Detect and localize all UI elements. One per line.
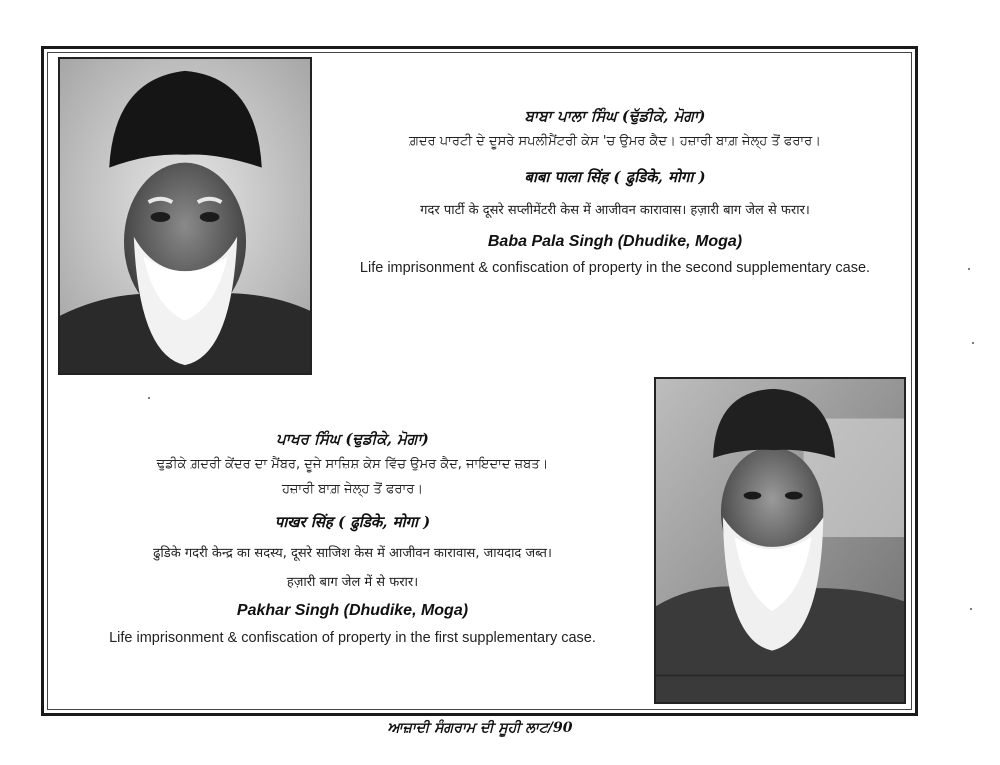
hindi-name-pala-singh: बाबा पाला सिंह ( ढुडिके, मोगा ) bbox=[524, 168, 706, 186]
punjabi-name-pala-singh: ਬਾਬਾ ਪਾਲਾ ਸਿੰਘ (ਢੁੱਡੀਕੇ, ਮੋਗਾ) bbox=[524, 107, 706, 125]
record-pala-singh bbox=[320, 104, 910, 280]
scan-speck bbox=[968, 268, 970, 270]
scan-speck bbox=[970, 608, 972, 610]
punjabi-description-line-2: ਹਜ਼ਾਰੀ ਬਾਗ਼ ਜੇਲ੍ਹ ਤੋਂ ਫਰਾਰ। bbox=[281, 482, 424, 497]
english-description-pala-singh: Life imprisonment & confiscation of property in the second supplementary case. bbox=[359, 260, 871, 276]
portrait-photo-pala-singh bbox=[58, 57, 312, 375]
portrait-image-2 bbox=[656, 379, 904, 702]
punjabi-name-pakhar-singh: ਪਾਖਰ ਸਿੰਘ (ਢੁਡੀਕੇ, ਮੋਗਾ) bbox=[276, 430, 429, 448]
portrait-image-1 bbox=[60, 59, 310, 373]
hindi-description-line-1: ढुडिके गदरी केन्द्र का सदस्य, दूसरे साजिश केस में आजीवन कारावास, जायदाद जब्त। bbox=[153, 546, 552, 561]
punjabi-description-pala-singh: ਗ਼ਦਰ ਪਾਰਟੀ ਦੇ ਦੂਸਰੇ ਸਪਲੀਮੈਂਟਰੀ ਕੇਸ 'ਚ ਉਮਰ ਕੈਦ। ਹਜ਼ਾਰੀ ਬਾਗ਼ ਜੇਲ੍ਹ ਤੋਂ ਫਰਾਰ। bbox=[409, 134, 821, 149]
hindi-description-pala-singh: गदर पार्टी के दूसरे सप्लीमेंटरी केस में आजीवन कारावास। हज़ारी बाग जेल से फरार। bbox=[420, 203, 810, 218]
portrait-photo-pakhar-singh bbox=[654, 377, 906, 704]
hindi-name-pakhar-singh: पाखर सिंह ( ढुडिके, मोगा ) bbox=[274, 513, 431, 531]
scan-speck bbox=[148, 397, 150, 399]
hindi-description-line-2: हज़ारी बाग जेल में से फरार। bbox=[286, 575, 419, 590]
english-name-pakhar-singh: Pakhar Singh (Dhudike, Moga) bbox=[236, 602, 469, 619]
scan-speck bbox=[972, 342, 974, 344]
footer-page-label: ਆਜ਼ਾਦੀ ਸੰਗਰਾਮ ਦੀ ਸੂਹੀ ਲਾਟ/90 bbox=[387, 720, 573, 736]
punjabi-description-line-1: ਢੁਡੀਕੇ ਗ਼ਦਰੀ ਕੇਂਦਰ ਦਾ ਮੈਂਬਰ, ਦੂਜੇ ਸਾਜ਼ਿਸ਼ ਕੇਸ ਵਿੱਚ ਉਮਰ ਕੈਦ, ਜਾਇਦਾਦ ਜ਼ਬਤ। bbox=[156, 457, 549, 472]
english-name-pala-singh: Baba Pala Singh (Dhudike, Moga) bbox=[487, 233, 743, 250]
english-description-pakhar-singh: Life imprisonment & confiscation of property in the first supplementary case. bbox=[109, 630, 596, 646]
record-pakhar-singh bbox=[60, 425, 645, 651]
